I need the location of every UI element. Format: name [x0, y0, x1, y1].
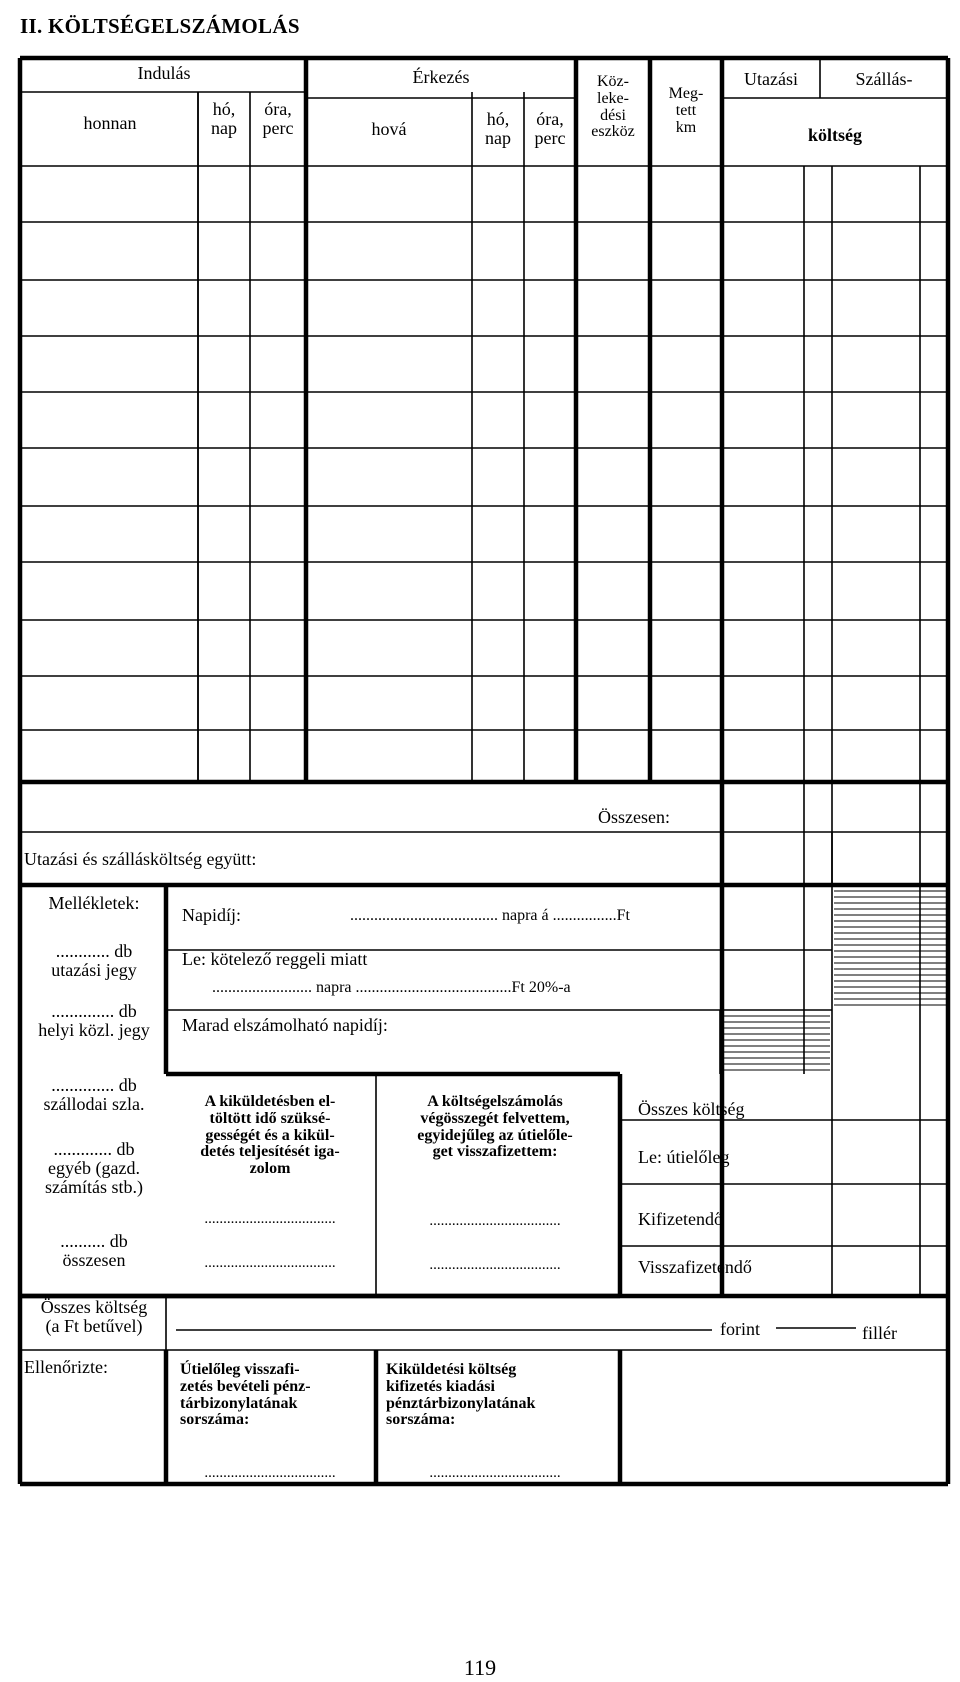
mellekletek-utazasi-jegy: ............ db utazási jegy [51, 941, 137, 980]
header-megtett-km: Meg- tett km [668, 85, 704, 136]
kikuldetes-signature-line-2: ................................... [204, 1255, 336, 1271]
header-ora-perc-1: óra, perc [262, 99, 294, 138]
le-utieloleg-label: Le: útielőleg [638, 1147, 730, 1167]
kikuldetesi-bizonylat-line: ................................... [429, 1465, 561, 1481]
forint-label: forint [720, 1319, 760, 1339]
kikuldetes-signature-line-1: ................................... [204, 1211, 336, 1227]
page-number: 119 [463, 1655, 497, 1680]
mellekletek-egyeb: ............. db egyéb (gazd. számítás stb.) [45, 1139, 143, 1197]
kikuldetesi-bizonylat-text: Kiküldetési költség kifizetés kiadási pénztárbizonylatának sorszáma: [386, 1361, 536, 1429]
ellenorizte-label: Ellenőrizte: [24, 1357, 108, 1377]
header-erkezes: Érkezés [412, 67, 470, 87]
header-utazasi: Utazási [744, 69, 798, 89]
header-ho-nap-1: hó, nap [211, 99, 237, 138]
marad-napidij-label: Marad elszámolható napidíj: [182, 1015, 388, 1035]
mellekletek-szallodai-szla: .............. db szállodai szla. [43, 1075, 145, 1114]
header-hova: hová [371, 119, 407, 139]
header-honnan: honnan [83, 113, 137, 133]
header-ora-perc-2: óra, perc [534, 109, 566, 148]
osszes-koltseg-betuvel-label: Összes költség (a Ft betűvel) [40, 1297, 148, 1336]
le-kotelezo-label: Le: kötelező reggeli miatt [182, 949, 368, 969]
header-indulas: Indulás [137, 63, 191, 83]
utieloleg-bizonylat-line: ................................... [204, 1465, 336, 1481]
header-ho-nap-2: hó, nap [485, 109, 511, 148]
napidij-label: Napidíj: [182, 905, 241, 925]
felvettem-text: A költségelszámolás végösszegét felvettem, egyidejűleg az útielőle- get visszafizettem: [417, 1093, 573, 1161]
header-kozlekedesi-eszkoz: Köz- leke- dési eszköz [591, 73, 635, 141]
egyutt-label: Utazási és szállásköltség együtt: [24, 849, 257, 869]
section-title: II. KÖLTSÉGELSZÁMOLÁS [20, 14, 300, 38]
mellekletek-title: Mellékletek: [48, 893, 140, 913]
mellekletek-helyi-kozl-jegy: .............. db helyi közl. jegy [38, 1001, 150, 1040]
felvettem-signature-line-1: ................................... [429, 1213, 561, 1229]
kikuldetes-igazolom-text: A kiküldetésben el- töltött idő szüksé- gességét és a kikül- detés teljesítését iga- zolom [200, 1093, 340, 1178]
visszafizetendo-label: Visszafizetendő [638, 1257, 752, 1277]
header-koltseg: költség [808, 125, 862, 145]
mellekletek-osszesen: .......... db összesen [60, 1231, 128, 1270]
le-kotelezo-line: ......................... napra .......................................Ft 20%-a [212, 979, 571, 996]
header-szallas: Szállás- [855, 69, 913, 89]
filler-label: fillér [862, 1323, 897, 1343]
osszes-koltseg-label: Összes költség [638, 1099, 745, 1119]
osszesen-label: Összesen: [598, 807, 670, 827]
felvettem-signature-line-2: ................................... [429, 1257, 561, 1273]
napidij-dots-line: ..................................... napra á ................Ft [350, 907, 630, 924]
kifizetendo-label: Kifizetendő [638, 1209, 723, 1229]
utieloleg-bizonylat-text: Útielőleg visszafi- zetés bevételi pénz- tárbizonylatának sorszáma: [180, 1361, 311, 1429]
